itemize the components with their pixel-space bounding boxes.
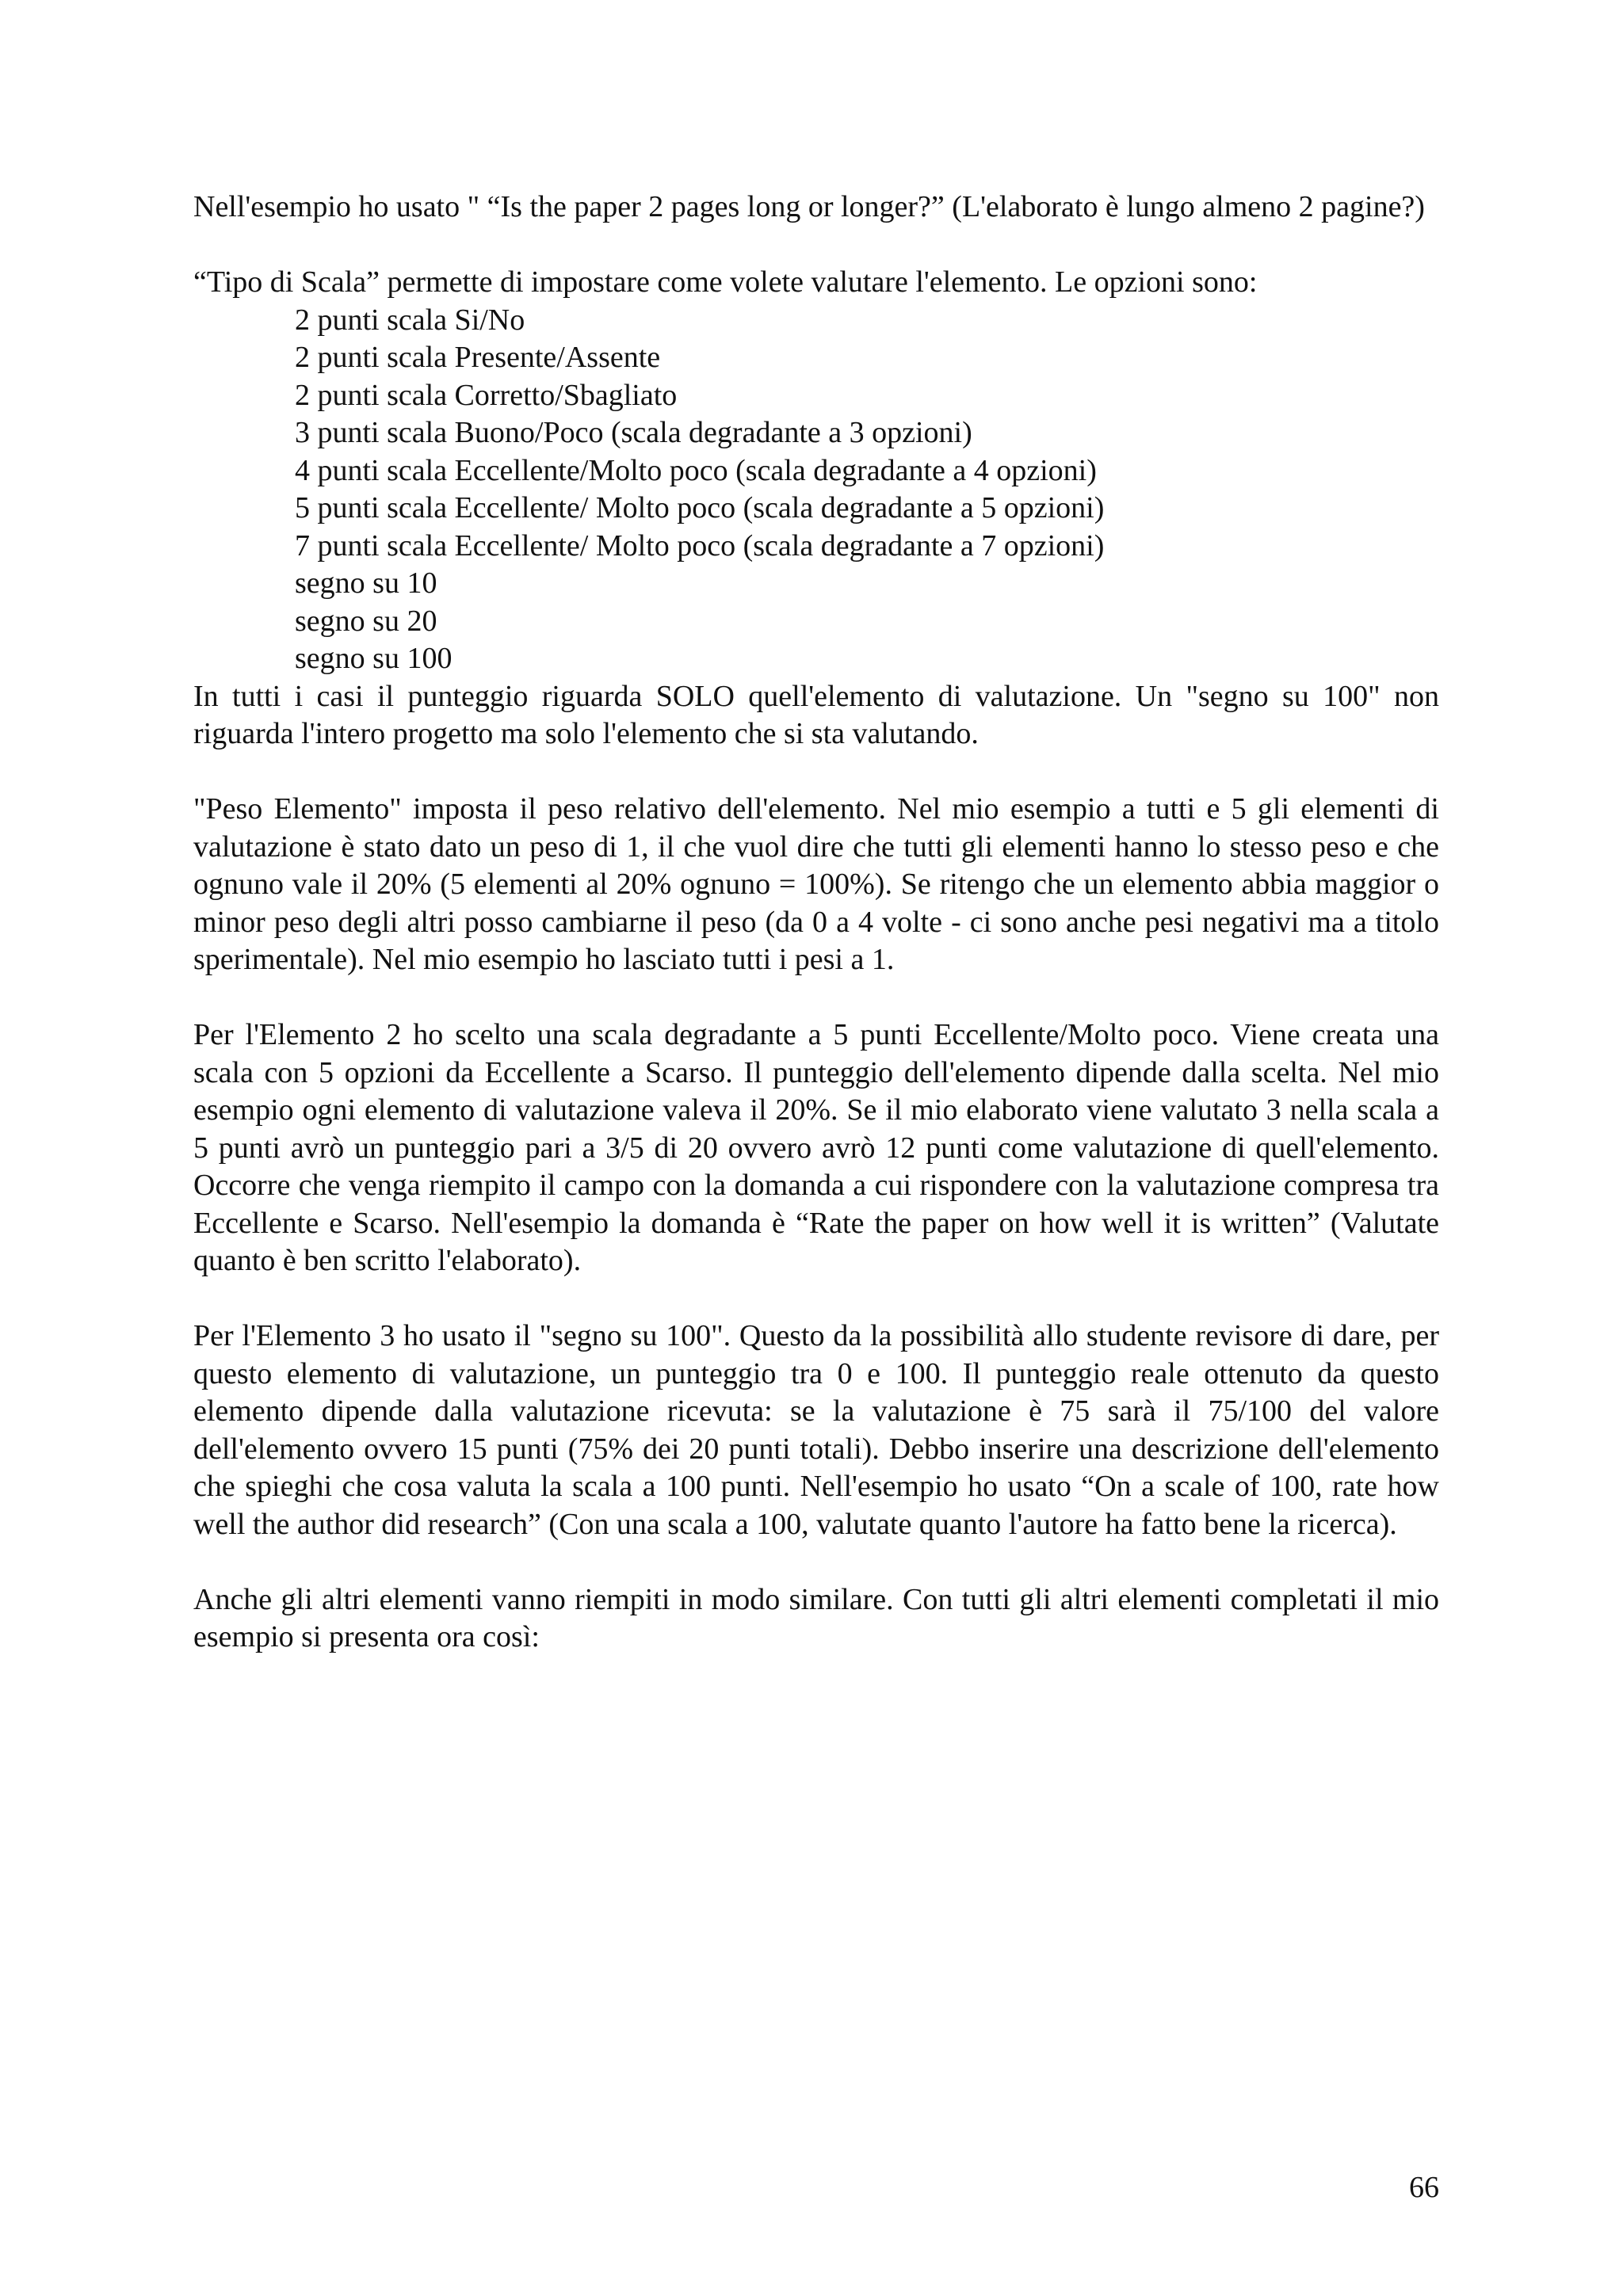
paragraph-spacer (193, 1543, 1439, 1581)
scale-option: 5 punti scala Eccellente/ Molto poco (scala degradante a 5 opzioni) (295, 491, 1105, 524)
paragraph-element-weight: "Peso Elemento" imposta il peso relativo dell'elemento. Nel mio esempio a tutti e 5 gli elementi di valutazione è stato dato un peso di 1, il che vuol dire che tutti gli elementi hanno lo stesso peso e che ognuno vale il 20% (5 elementi al 20% ognuno = 100%). Se ritengo che un elemento abbia maggior o minor peso degli altri posso cambiarne il peso (da 0 a 4 volte - ci sono anche pesi negativi ma a titolo sperimentale). Nel mio esempio ho lasciato tutti i pesi a 1. (193, 792, 1439, 976)
scale-option: segno su 10 (295, 566, 437, 600)
paragraph-example-question: Nell'esempio ho usato " “Is the paper 2 pages long or longer?” (L'elaborato è lungo almeno 2 pagine?) (193, 190, 1425, 223)
paragraph-element-2: Per l'Elemento 2 ho scelto una scala degradante a 5 punti Eccellente/Molto poco. Viene creata una scala con 5 opzioni da Eccellente a Scarso. Il punteggio dell'elemento dipende dalla scelta. Nel mio esempio ogni elemento di valutazione valeva il 20%. Se il mio elaborato viene valutato 3 nella scala a 5 punti avrò un punteggio pari a 3/5 di 20 ovvero avrò 12 punti come valutazione di quell'elemento. Occorre che venga riempito il campo con la domanda a cui rispondere con la valutazione compresa tra Eccellente e Scarso. Nell'esempio la domanda è “Rate the paper on how well it is written” (Valutate quanto è ben scritto l'elaborato). (193, 1018, 1439, 1277)
scale-option: 2 punti scala Si/No (295, 303, 525, 337)
scale-option: 3 punti scala Buono/Poco (scala degradante a 3 opzioni) (295, 416, 972, 449)
scale-option: segno su 100 (295, 642, 453, 675)
scale-option: segno su 20 (295, 604, 437, 638)
paragraph-element-3: Per l'Elemento 3 ho usato il "segno su 100". Questo da la possibilità allo studente revisore di dare, per questo elemento di valutazione, un punteggio tra 0 e 100. Il punteggio reale ottenuto da questo elemento dipende dalla valutazione ricevuta: se la valutazione è 75 sarà il 75/100 del valore dell'elemento ovvero 15 punti (75% dei 20 punti totali). Debbo inserire una descrizione dell'elemento che spieghi che cosa valuta la scala a 100 punti. Nell'esempio ho usato “On a scale of 100, rate how well the author did research” (Con una scala a 100, valutate quanto l'autore ha fatto bene la ricerca). (193, 1319, 1439, 1541)
paragraph-spacer (193, 753, 1439, 791)
paragraph-spacer (193, 979, 1439, 1017)
paragraph-scale-scope-note: In tutti i casi il punteggio riguarda SOLO quell'elemento di valutazione. Un "segno su 100" non riguarda l'intero progetto ma solo l'elemento che si sta valutando. (193, 679, 1439, 750)
scale-option: 7 punti scala Eccellente/ Molto poco (scala degradante a 7 opzioni) (295, 528, 1105, 563)
scale-option: 2 punti scala Corretto/Sbagliato (295, 378, 678, 412)
page-body (193, 189, 1439, 1657)
scale-option: 2 punti scala Presente/Assente (295, 341, 661, 374)
page-number: 66 (1409, 2171, 1439, 2204)
paragraph-other-elements: Anche gli altri elementi vanno riempiti in modo similare. Con tutti gli altri elementi completati il mio esempio si presenta ora così: (193, 1582, 1439, 1653)
paragraph-scale-type-intro: “Tipo di Scala” permette di impostare come volete valutare l'elemento. Le opzioni sono: (193, 265, 1258, 299)
paragraph-spacer (193, 1280, 1439, 1318)
scale-option: 4 punti scala Eccellente/Molto poco (scala degradante a 4 opzioni) (295, 453, 1097, 487)
scale-options-list (193, 302, 1439, 678)
paragraph-spacer (193, 227, 1439, 265)
